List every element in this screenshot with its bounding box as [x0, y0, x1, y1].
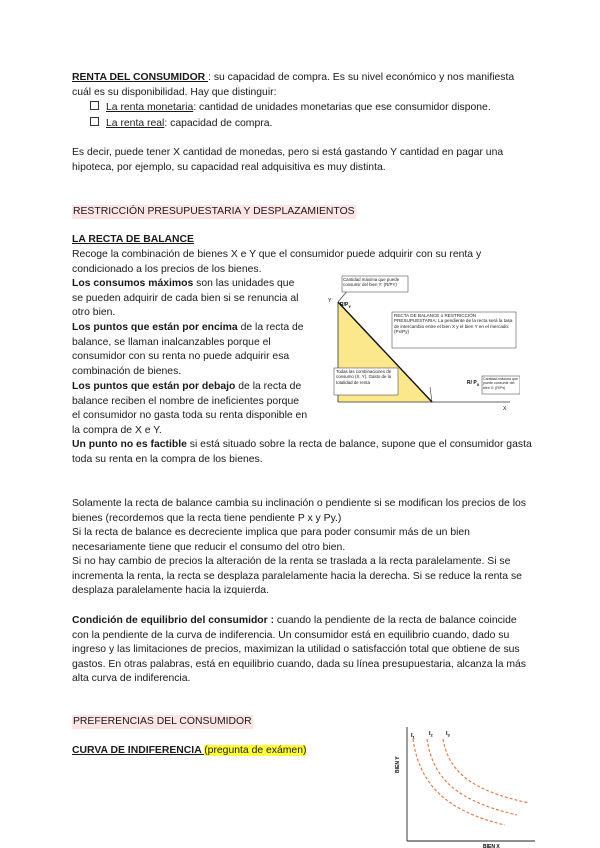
- consumos-maximos-paragraph: Los consumos máximos son las unidades que se pueden adquirir de cada bien si se renuncia al otro bien.: [72, 278, 299, 319]
- pendiente-paragraph: Solamente la recta de balance cambia su inclinación o pendiente si se modifican los precios de los bienes (recordemos que la recta tiene pendiente P x y Py.): [72, 498, 526, 524]
- y-axis-label: Y: [328, 298, 332, 304]
- balance-line-chart: [320, 272, 520, 412]
- section-heading-restriccion: RESTRICCIÓN PRESUPUESTARIA Y DESPLAZAMIENTOS: [73, 206, 355, 217]
- equilibrio-paragraph: Condición de equilibrio del consumidor : cuando la pendiente de la recta de balance coincide con la pendiente de la curva de indiferencia. Un consumidor está en equilibrio cuando, dado su ingreso y las limitaciones de precios, maximizan la utilidad o satisfacción total que obtiene de sus gastos. En otras palabras, está en equilibrio cuando, dada su línea presupuestaria, alcanza la más alta curva de indiferencia.: [72, 615, 527, 685]
- y-intercept-label: $R/P_Y$: [340, 302, 352, 309]
- y-axis-label: BIEN Y: [395, 756, 401, 773]
- puntos-encima-paragraph: Los puntos que están por encima de la recta de balance, se llaman inalcanzables porque el consumidor con su renta no puede adquirir esa combinación de bienes.: [72, 322, 304, 377]
- list-item: La renta real: capacidad de compra.: [90, 117, 272, 131]
- renta-title: RENTA DEL CONSUMIDOR: [72, 72, 209, 83]
- note-recta: RECTA DE BALANCE o RESTRICCIÓN PRESUPUESTARIA: La pendiente de la recta será la tasa de intercambio entre el bien X y el bien Y en el mercado: (Px/Py): [394, 313, 513, 335]
- punto-factible-paragraph: Un punto no es factible si está situado sobre la recta de balance, supone que el consumidor gasta toda su renta en la compra de los bienes.: [72, 439, 532, 465]
- curve-label-3: $I_3$: [446, 731, 450, 738]
- recta-intro: Recoge la combinación de bienes X e Y que el consumidor puede adquirir con su renta y condicionado a los precios de los bienes.: [72, 249, 482, 275]
- note-max-y: Cantidad máxima que puede consumir del bien Y: (R/PY): [343, 276, 400, 287]
- renta-paragraph: [72, 71, 532, 100]
- section-heading-preferencias: PREFERENCIAS DEL CONSUMIDOR: [73, 716, 252, 727]
- list-item: La renta monetaria: cantidad de unidades monetarias que ese consumidor dispone.: [90, 101, 491, 115]
- decreciente-paragraph: Si la recta de balance es decreciente implica que para poder consumir más de un bien necesariamente tiene que reducir el consumo del otro bien.: [72, 527, 470, 553]
- indifference-curves-chart: [385, 723, 540, 848]
- curva-indiferencia-title: CURVA DE INDIFERENCIA: [72, 745, 205, 756]
- renta-intro: : su capacidad de compra. Es su nivel económico y nos manifiesta cuál es su disponibilidad. Hay que distinguir:: [72, 72, 515, 98]
- renta-cambio-paragraph: Si no hay cambio de precios la alteración de la renta se traslada a la recta paralelamente. Si se incrementa la renta, la recta se desplaza paralelamente hacia la derecha. Si se reduce la renta se desplaza paralelamente hacia la izquierda.: [72, 556, 522, 597]
- x-axis-label: BIEN X: [483, 844, 500, 848]
- curve-label-1: $I_1$: [411, 733, 415, 740]
- note-area: Todas las combinaciones de consumo (X, Y). Gasto de la totalidad de renta: [336, 369, 392, 385]
- note-max-x: Cantidad máxima que puede consumir del bien X: (R/Px): [483, 377, 518, 390]
- recta-balance-title: LA RECTA DE BALANCE: [72, 234, 194, 245]
- checkbox-bullet-icon: [90, 101, 99, 110]
- curve-label-2: $I_2$: [429, 731, 433, 738]
- x-intercept-label: R/ $P_X$: [467, 380, 480, 387]
- puntos-debajo-paragraph: Los puntos que están por debajo de la recta de balance reciben el nombre de ineficientes porque el consumidor no gasta toda su renta disponible en la compra de X e Y.: [72, 381, 308, 436]
- chart-background: [385, 723, 540, 848]
- x-axis-label: X: [503, 406, 507, 412]
- checkbox-bullet-icon: [90, 117, 99, 126]
- renta-example: Es decir, puede tener X cantidad de monedas, pero si está gastando Y cantidad en pagar una hipoteca, por ejemplo, su capacidad real adquisitiva es muy distinta.: [72, 147, 504, 173]
- exam-note-highlight: (pregunta de exámen): [204, 745, 307, 756]
